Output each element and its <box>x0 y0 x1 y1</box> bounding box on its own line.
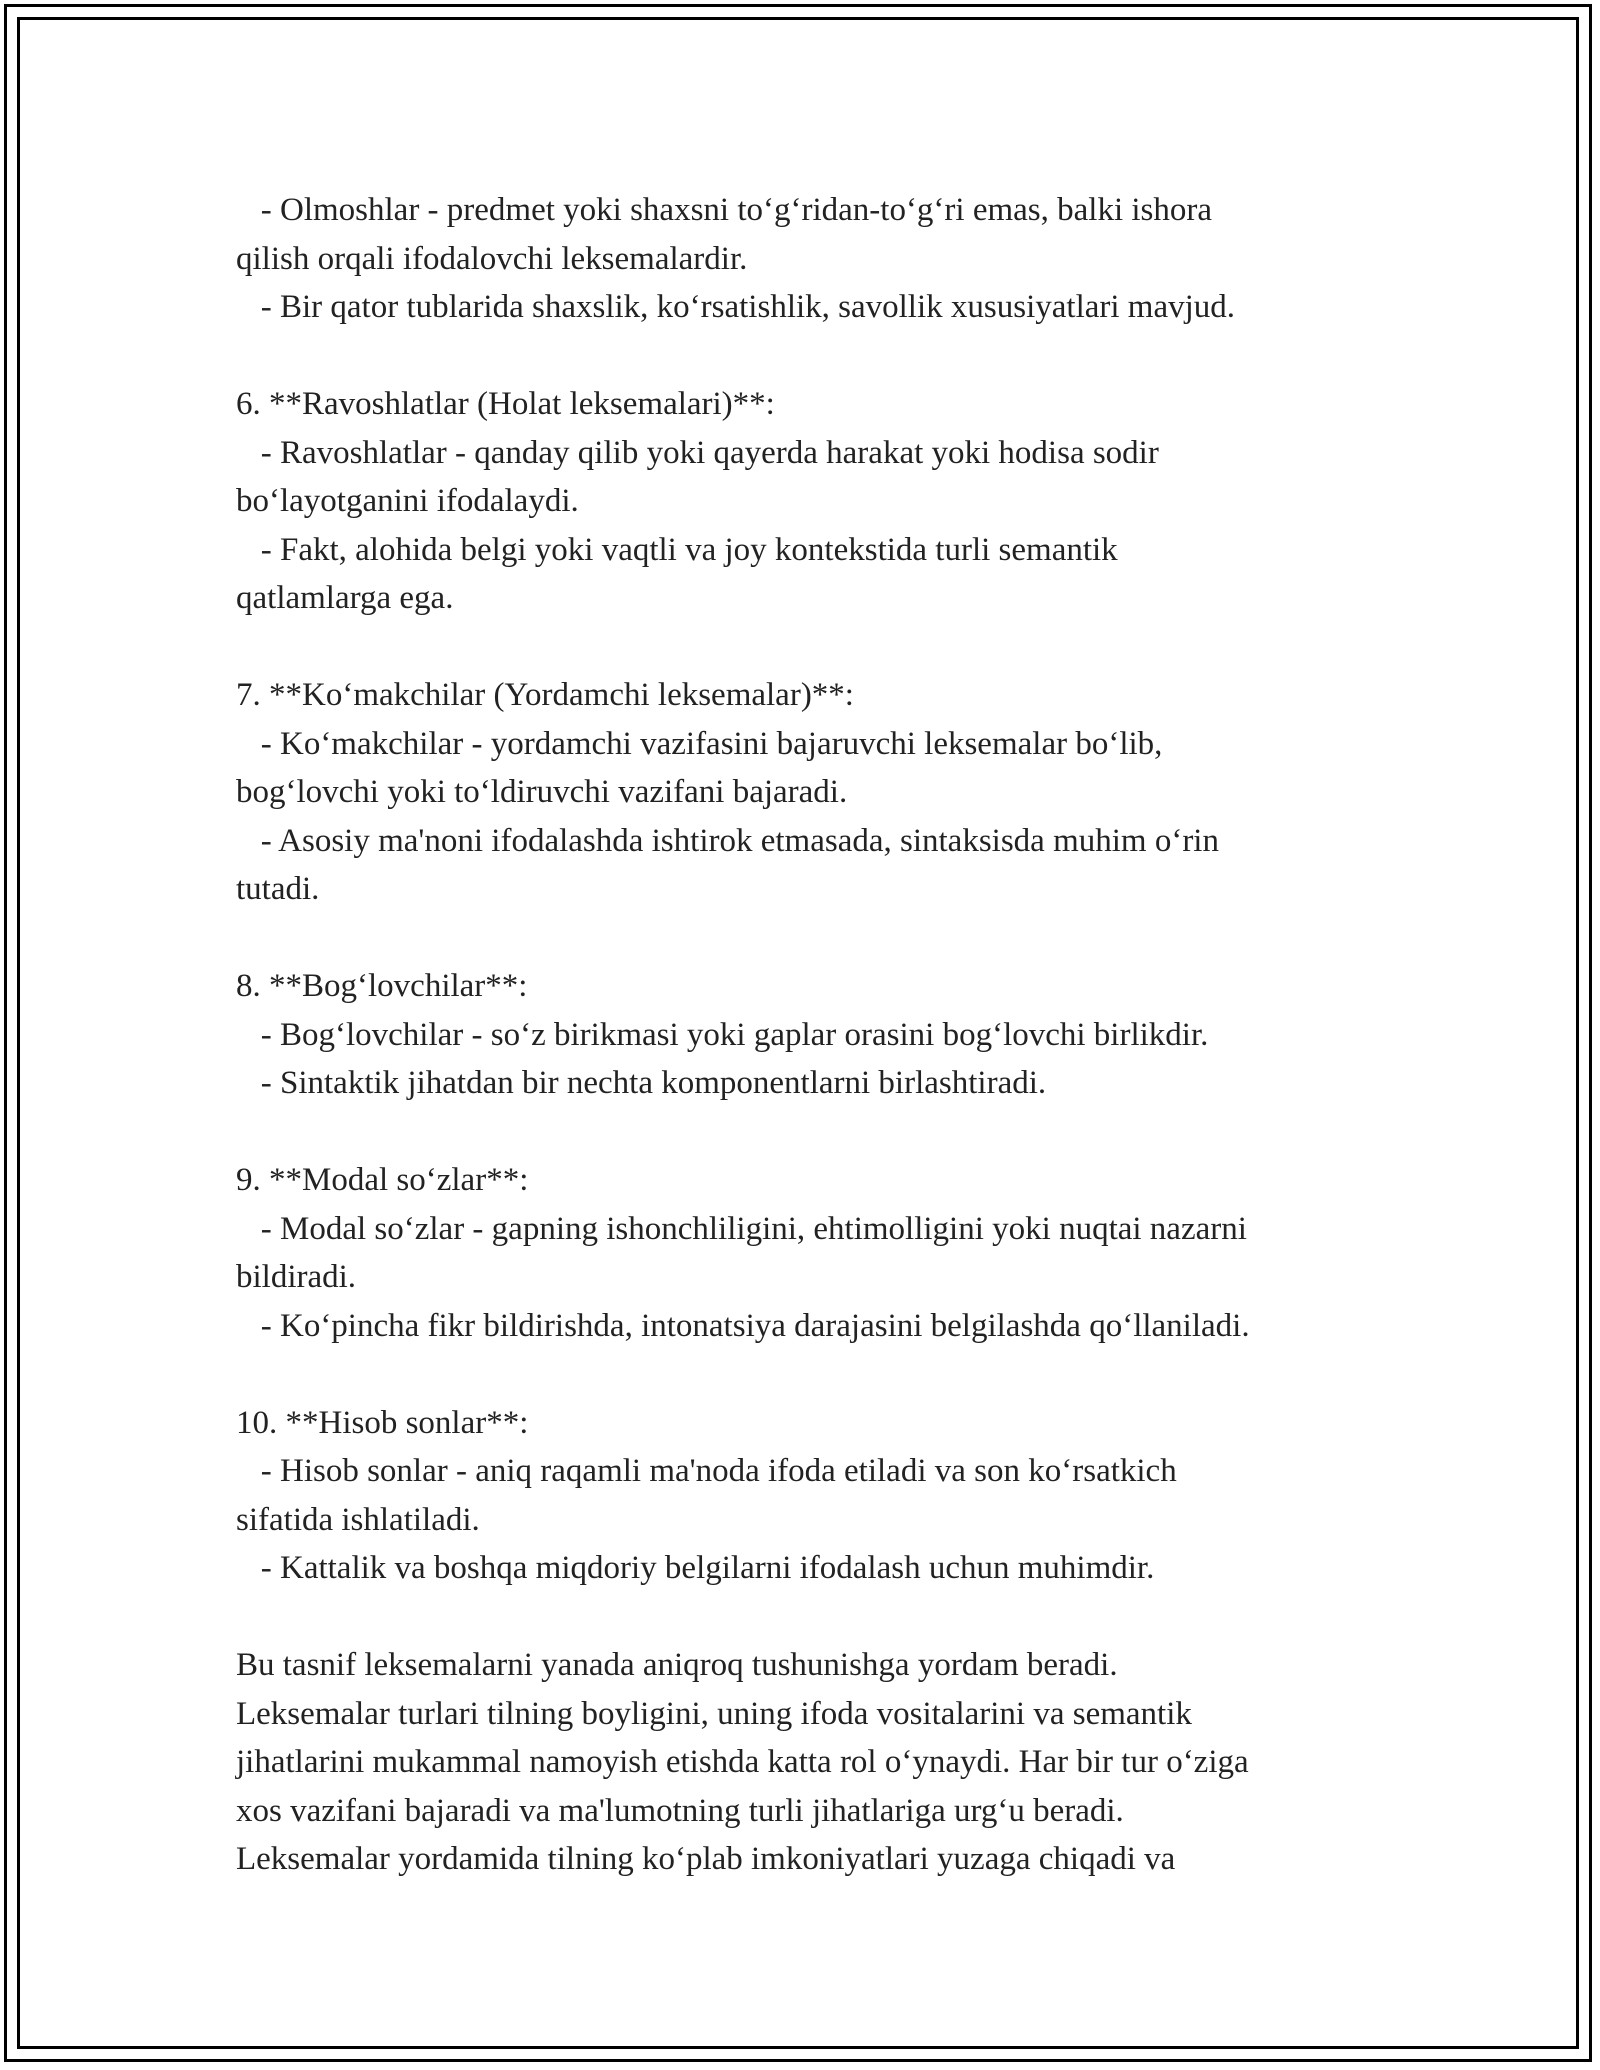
paragraph-line: xos vazifani bajaradi va ma'lumotning turli jihatlariga urg‘u beradi. <box>236 1792 1124 1829</box>
text-line: - Ko‘pincha fikr bildirishda, intonatsiya darajasini belgilashda qo‘llaniladi. <box>236 1307 1250 1344</box>
section-heading: 7. **Ko‘makchilar (Yordamchi leksemalar)**: <box>236 677 854 713</box>
text-line: sifatida ishlatiladi. <box>236 1501 480 1538</box>
text-line: qatlamlarga ega. <box>236 580 454 616</box>
text-line: tutadi. <box>236 871 320 907</box>
section-heading: 9. **Modal so‘zlar**: <box>236 1162 529 1198</box>
text-line: - Bir qator tublarida shaxslik, ko‘rsatishlik, savollik xususiyatlari mavjud. <box>236 289 1236 325</box>
blank-line <box>236 332 1386 381</box>
blank-line <box>236 623 1386 672</box>
blank-line <box>236 1108 1386 1157</box>
text-line: - Asosiy ma'noni ifodalashda ishtirok etmasada, sintaksisda muhim o‘rin <box>236 822 1219 859</box>
text-line: - Sintaktik jihatdan bir nechta komponentlarni birlashtiradi. <box>236 1065 1047 1101</box>
text-line: bog‘lovchi yoki to‘ldiruvchi vazifani bajaradi. <box>236 774 848 810</box>
text-line: - Modal so‘zlar - gapning ishonchliligini, ehtimolligini yoki nuqtai nazarni <box>236 1210 1247 1247</box>
text-line: - Kattalik va boshqa miqdoriy belgilarni ifodalash uchun muhimdir. <box>236 1550 1155 1586</box>
blank-line <box>236 914 1386 963</box>
text-line: bildiradi. <box>236 1259 357 1295</box>
paragraph-line: Bu tasnif leksemalarni yanada aniqroq tushunishga yordam beradi. <box>236 1647 1118 1683</box>
paragraph-line: jihatlarini mukammal namoyish etishda katta rol o‘ynaydi. Har bir tur o‘ziga <box>236 1744 1249 1780</box>
blank-line <box>236 1593 1386 1642</box>
section-heading: 10. **Hisob sonlar**: <box>236 1404 529 1441</box>
text-line: - Ravoshlatlar - qanday qilib yoki qayerda harakat yoki hodisa sodir <box>236 434 1159 471</box>
text-line: bo‘layotganini ifodalaydi. <box>236 483 579 519</box>
text-line: qilish orqali ifodalovchi leksemalardir. <box>236 240 748 277</box>
text-line: - Fakt, alohida belgi yoki vaqtli va joy kontekstida turli semantik <box>236 531 1118 568</box>
section-heading: 6. **Ravoshlatlar (Holat leksemalari)**: <box>236 386 775 422</box>
blank-line <box>236 1350 1386 1399</box>
text-line: - Ko‘makchilar - yordamchi vazifasini bajaruvchi leksemalar bo‘lib, <box>236 725 1163 762</box>
section-heading: 8. **Bog‘lovchilar**: <box>236 968 528 1004</box>
text-line: - Olmoshlar - predmet yoki shaxsni to‘g‘ridan-to‘g‘ri emas, balki ishora <box>236 192 1213 228</box>
text-line: - Hisob sonlar - aniq raqamli ma'noda ifoda etiladi va son ko‘rsatkich <box>236 1453 1177 1489</box>
paragraph-line: Leksemalar yordamida tilning ko‘plab imkoniyatlari yuzaga chiqadi va <box>236 1841 1176 1877</box>
text-line: - Bog‘lovchilar - so‘z birikmasi yoki gaplar orasini bog‘lovchi birlikdir. <box>236 1016 1209 1053</box>
paragraph-line: Leksemalar turlari tilning boyligini, uning ifoda vositalarini va semantik <box>236 1695 1192 1732</box>
document-body <box>236 186 1386 1884</box>
